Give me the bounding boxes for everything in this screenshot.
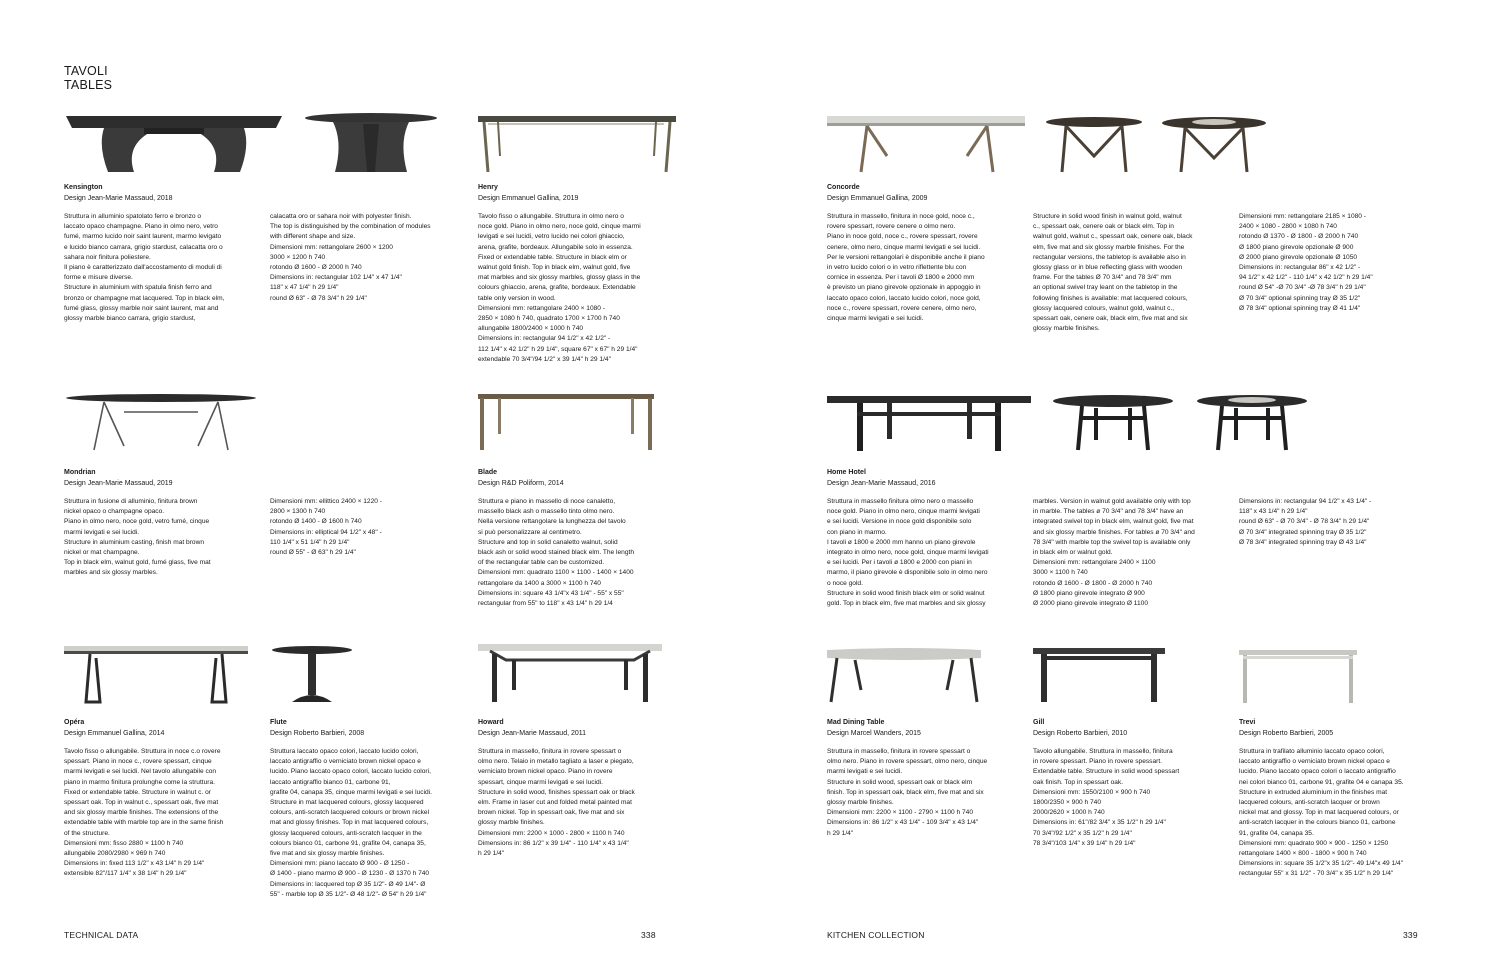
trevi-image <box>1239 650 1357 704</box>
description-henry-col1: Tavolo fisso o allungabile. Struttura in olmo nero o noce gold. Piano in olmo nero, noce gold, cinque marmi levigati e sei lucidi, vetro lucido nei colori ghiaccio, arena, grafite, bordeaux. Allungabile solo in essenza. Fixed or extendable table. Structure in black elm or walnut gold finish. Top in black elm, walnut gold, five mat marbles and six glossy marbles, glossy glass in the colours ghiaccio, arena, grafite, bordeaux. Extendable table only version in wood. Dimensioni mm: rettangolare 2400 × 1080 - 2850 × 1080 h 740, quadrato 1700 × 1700 h 740 allungabile 1800/2400 × 1000 h 740 Dimensions in: rectangular 94 1/2" x 42 1/2" - 112 1/4" x 42 1/2" h 29 1/4", square 67" x 67" h 29 1/4" extendable 70 3/4"/94 1/2" x 39 1/4" h 29 1/4" <box>478 213 641 363</box>
description-concorde-col1: Struttura in massello, finitura in noce gold, noce c., rovere spessart, rovere cenere o olmo nero. Piano in noce gold, noce c., rovere spessart, rovere cenere, olmo nero, cinque marmi levigati e sei lucidi. Per le versioni rettangolari è disponibile anche il piano in vetro lucido colori o in vetro riflettente blu con cornice in essenza. Per i tavoli Ø 1800 e 2000 mm è previsto un piano girevole opzionale in appoggio in laccato opaco colori, laccato lucido colori, noce gold, noce c., rovere spessart, rovere cenere, olmo nero, cinque marmi levigati e sei lucidi. <box>827 213 985 323</box>
designer-opera: Design Emmanuel Gallina, 2014 <box>64 730 165 737</box>
blade-image <box>478 394 654 452</box>
designer-howard: Design Jean-Marie Massaud, 2011 <box>478 730 587 737</box>
description-opera-col1: Tavolo fisso o allungabile. Struttura in noce c.o rovere spessart. Piano in noce c., rovere spessart, cinque marmi levigati e sei lucidi. Nel tavolo allungabile con piano in marmo finitura prolunghe come la struttura. Fixed or extendable table. Structure in walnut c. or spessart oak. Top in walnut c., spessart oak, five mat and six glossy marble finishes. The extensions of the extendable table with marble top are in the same finish of the structure. Dimensioni mm: fisso 2880 × 1100 h 740 allungabile 2080/2980 × 969 h 740 Dimensions in: fixed 113 1/2" x 43 1/4" h 29 1/4" extensible 82"/117 1/4" x 38 1/4" h 29 1/4" <box>64 748 224 878</box>
product-name-opera: Opéra <box>64 719 85 726</box>
howard-image <box>478 644 662 704</box>
opera-image <box>64 644 248 704</box>
description-trevi-col1: Struttura in trafilato alluminio laccato opaco colori, laccato antigraffio o verniciato brown nickel opaco e lucido. Piano laccato opaco colori o laccato antigraffio nei colori bianco 01, carbone 91, grafite 04 e canapa 35. Structure in extruded aluminium in the finishes mat lacquered colours, anti-scratch lacquer or brown nickel mat and glossy. Top in mat lacquered colours, or anti-scratch lacquer in the colours bianco 01, carbone 91, grafite 04, canapa 35. Dimensioni mm: quadrato 900 × 900 - 1250 × 1250 rettangolare 1400 × 800 - 1800 × 900 h 740 Dimensions in: square 35 1/2"x 35 1/2"- 49 1/4"x 49 1/4" rectangular 55" x 31 1/2" - 70 3/4" x 35 1/2" h 29 1/4" <box>1239 748 1404 878</box>
henry-image <box>478 116 676 174</box>
product-name-concorde: Concorde <box>827 184 860 191</box>
designer-mad-dining-table: Design Marcel Wanders, 2015 <box>827 730 921 737</box>
description-mad-dining-col1: Struttura in massello, finitura in rovere spessart o olmo nero. Piano in rovere spessart, olmo nero, cinque marmi levigati e sei lucidi. Structure in solid wood, spessart oak or black elm finish. Top in spessart oak, black elm, five mat and six glossy marble finishes. Dimensioni mm: 2200 × 1100 - 2790 × 1100 h 740 Dimensions in: 86 1/2" x 43 1/4" - 109 3/4" x 43 1/4" h 29 1/4" <box>827 748 988 837</box>
mondrian-image <box>64 392 258 452</box>
page-number-right: 339 <box>1403 930 1418 940</box>
page-title <box>64 64 112 92</box>
designer-mondrian: Design Jean-Marie Massaud, 2019 <box>64 480 173 487</box>
product-name-mad-dining-table: Mad Dining Table <box>827 719 885 726</box>
description-home-hotel-col3: Dimensions in: rectangular 94 1/2" x 43 1/4" - 118" x 43 1/4" h 29 1/4" round Ø 63" - Ø 70 3/4" - Ø 78 3/4" h 29 1/4" Ø 70 3/4" integrated spinning tray Ø 35 1/2" Ø 78 3/4" integrated spinning tray Ø 43 1/4" <box>1239 498 1372 546</box>
concorde-round-tray-image <box>1161 116 1267 174</box>
flute-image <box>270 644 354 704</box>
designer-trevi: Design Roberto Barbieri, 2005 <box>1239 730 1334 737</box>
concorde-round-image <box>1044 116 1144 174</box>
designer-concorde: Design Emmanuel Gallina, 2009 <box>827 195 928 202</box>
home-hotel-rect-image <box>827 396 1031 454</box>
description-gill-col1: Tavolo allungabile. Struttura in massello, finitura in rovere spessart. Piano in rovere spessart. Extendable table. Structure in solid wood spessart oak finish. Top in spessart oak. Dimensioni mm: 1550/2100 × 900 h 740 1800/2350 × 900 h 740 2000/2620 × 1000 h 740 Dimensions in: 61"/82 3/4" x 35 1/2" h 29 1/4" 70 3/4"/92 1/2" x 35 1/2" h 29 1/4" 78 3/4"/103 1/4" x 39 1/4" h 29 1/4" <box>1033 748 1180 847</box>
kensington-round-image <box>303 112 439 174</box>
concorde-rect-image <box>827 116 1025 174</box>
page-number-left: 338 <box>641 930 656 940</box>
description-home-hotel-col2: marbles. Version in walnut gold available only with top in marble. The tables ø 70 3/4" and 78 3/4" have an integrated swivel top in black elm, walnut gold, five mat and six glossy marble finishes. For tables ø 70 3/4" and 78 3/4" with marble top the swivel top is available only in black elm or walnut gold. Dimensioni mm: rettangolare 2400 × 1100 3000 × 1100 h 740 rotondo Ø 1600 - Ø 1800 - Ø 2000 h 740 Ø 1800 piano girevole integrato Ø 900 Ø 2000 piano girevole integrato Ø 1100 <box>1033 498 1195 608</box>
product-name-home-hotel: Home Hotel <box>827 469 866 476</box>
product-name-flute: Flute <box>270 719 287 726</box>
description-howard-col1: Struttura in massello, finitura in rovere spessart o olmo nero. Telaio in metallo tagliato a laser e piegato, verniciato brown nickel opaco. Piano in rovere spessart, cinque marmi levigati e sei lucidi. Structure in solid wood, finishes spessart oak or black elm. Frame in laser cut and folded metal painted mat brown nickel. Top in spessart oak, five mat and six glossy marble finishes. Dimensioni mm: 2200 × 1000 - 2800 × 1100 h 740 Dimensions in: 86 1/2" x 39 1/4" - 110 1/4" x 43 1/4" h 29 1/4" <box>478 748 635 858</box>
title-italian: TAVOLI <box>64 64 108 78</box>
designer-henry: Design Emmanuel Gallina, 2019 <box>478 195 579 202</box>
product-name-blade: Blade <box>478 469 498 476</box>
gill-image <box>1033 648 1165 704</box>
description-home-hotel-col1: Struttura in massello finitura olmo nero o massello noce gold. Piano in olmo nero, cinque marmi levigati e sei lucidi. Versione in noce gold disponibile solo con piano in marmo. I tavoli ø 1800 e 2000 mm hanno un piano girevole integrato in olmo nero, noce gold, cinque marmi levigati e sei lucidi. Per i tavoli ø 1800 e 2000 con piani in marmo, il piano girevole è disponibile solo in olmo nero o noce gold. Structure in solid wood finish black elm or solid walnut gold. Top in black elm, five mat marbles and six glossy <box>827 498 989 608</box>
description-mondrian-col1: Struttura in fusione di alluminio, finitura brown nickel opaco o champagne opaco. Piano in olmo nero, noce gold, vetro fumé, cinque marmi levigati e sei lucidi. Structure in aluminium casting, finish mat brown nickel or mat champagne. Top in black elm, walnut gold, fumé glass, five mat marbles and six glossy marbles. <box>64 498 211 577</box>
designer-gill: Design Roberto Barbieri, 2010 <box>1033 730 1128 737</box>
description-concorde-col2: Structure in solid wood finish in walnut gold, walnut c., spessart oak, cenere oak or black elm. Top in walnut gold, walnut c., spessart oak, cenere oak, black elm, five mat and six glossy marble finishes. For the rectangular versions, the tabletop is available also in glossy glass or in blue reflecting glass with wooden frame. For the tables Ø 70 3/4" and 78 3/4" mm an optional swivel tray leant on the tabletop in the following finishes is available: mat lacquered colours, glossy lacquered colours, walnut gold, walnut c., spessart oak, cenere oak, black elm, five mat and six glossy marble finishes. <box>1033 213 1193 333</box>
product-name-trevi: Trevi <box>1239 719 1256 726</box>
product-name-henry: Henry <box>478 184 498 191</box>
home-hotel-round-image <box>1052 394 1174 452</box>
description-concorde-col3: Dimensioni mm: rettangolare 2185 × 1080 - 2400 × 1080 - 2800 × 1080 h 740 rotondo Ø 1370 - Ø 1800 - Ø 2000 h 740 Ø 1800 piano girevole opzionale Ø 900 Ø 2000 piano girevole opzionale Ø 1050 Dimensions in: rectangular 86" x 42 1/2" - 94 1/2" x 42 1/2" - 110 1/4" x 42 1/2" h 29 1/4" round Ø 54" -Ø 70 3/4" -Ø 78 3/4" h 29 1/4" Ø 70 3/4" optional spinning tray Ø 35 1/2" Ø 78 3/4" optional spinning tray Ø 41 1/4" <box>1239 213 1373 312</box>
designer-blade: Design R&D Poliform, 2014 <box>478 480 564 487</box>
description-blade-col1: Struttura e piano in massello di noce canaletto, massello black ash o massello tinto olmo nero. Nella versione rettangolare la lunghezza del tavolo si può personalizzare al centimetro. Structure and top in solid canaletto walnut, solid black ash or solid wood stained black elm. The length of the rectangular table can be customized. Dimensioni mm: quadrato 1100 × 1100 - 1400 × 1400 rettangolare da 1400 a 3000 × 1100 h 740 Dimensions in: square 43 1/4"x 43 1/4" - 55" x 55" rectangular from 55" to 118" x 43 1/4" h 29 1/4 <box>478 498 635 608</box>
product-name-gill: Gill <box>1033 719 1045 726</box>
title-english: TABLES <box>64 78 113 92</box>
home-hotel-round-tray-image <box>1196 394 1308 452</box>
product-name-howard: Howard <box>478 719 504 726</box>
description-mondrian-col2: Dimensioni mm: ellittico 2400 × 1220 - 2800 × 1300 h 740 rotondo Ø 1400 - Ø 1600 h 740 Dimensions in: elliptical 94 1/2" x 48" - 110 1/4" x 51 1/4" h 29 1/4" round Ø 55" - Ø 63" h 29 1/4" <box>270 498 382 557</box>
designer-flute: Design Roberto Barbieri, 2008 <box>270 730 365 737</box>
footer-right-label: KITCHEN COLLECTION <box>827 930 925 940</box>
product-name-mondrian: Mondrian <box>64 469 96 476</box>
mad-dining-image <box>827 646 981 704</box>
designer-home-hotel: Design Jean-Marie Massaud, 2016 <box>827 480 936 487</box>
description-kensington-col2: calacatta oro or sahara noir with polyester finish. The top is distinguished by the combination of modules with different shape and size. Dimensioni mm: rettangolare 2600 × 1200 3000 × 1200 h 740 rotondo Ø 1600 - Ø 2000 h 740 Dimensions in: rectangular 102 1/4" x 47 1/4" 118" x 47 1/4" h 29 1/4" round Ø 63" - Ø 78 3/4" h 29 1/4" <box>270 213 431 302</box>
description-flute-col1: Struttura laccato opaco colori, laccato lucido colori, laccato antigraffio o verniciato brown nickel opaco e lucido. Piano laccato opaco colori, laccato lucido colori, laccato antigraffio bianco 01, carbone 91, grafite 04, canapa 35, cinque marmi levigati e sei lucidi. Structure in mat lacquered colours, glossy lacquered colours, anti-scratch lacquered colours or brown nickel mat and glossy finishes. Top in mat lacquered colours, glossy lacquered colours, anti-scratch lacquer in the colours bianco 01, carbone 91, grafite 04, canapa 35, five mat and six glossy marble finishes. Dimensioni mm: piano laccato Ø 900 - Ø 1250 - Ø 1400 - piano marmo Ø 900 - Ø 1230 - Ø 1370 h 740 Dimensions in: lacquered top Ø 35 1/2"- Ø 49 1/4"- Ø 55" - marble top Ø 35 1/2"- Ø 48 1/2"- Ø 54" h 29 1/4" <box>270 748 433 898</box>
product-name-kensington: Kensington <box>64 184 103 191</box>
footer-left-label: TECHNICAL DATA <box>64 930 139 940</box>
designer-kensington: Design Jean-Marie Massaud, 2018 <box>64 195 173 202</box>
description-kensington-col1: Struttura in alluminio spatolato ferro e bronzo o laccato opaco champagne. Piano in olmo nero, vetro fumé, marmo lucido noir saint laurent, marmo levigato e lucido bianco carrara, grigio stardust, calacatta oro o sahara noir finitura poliestere. Il piano è caratterizzato dall'accostamento di moduli di forme e misure diverse. Structure in aluminium with spatula finish ferro and bronzo or champagne mat lacquered. Top in black elm, fumé glass, glossy marble noir saint laurent, mat and glossy marble bianco carrara, grigio stardust, <box>64 213 225 323</box>
kensington-rect-image <box>64 112 284 174</box>
